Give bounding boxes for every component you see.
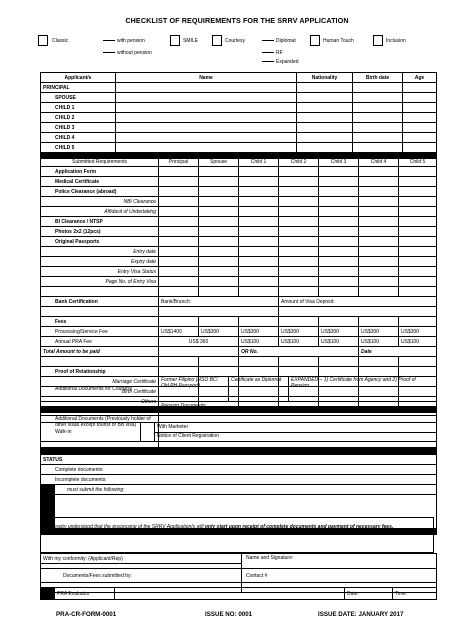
classic-checkbox[interactable] <box>38 35 48 46</box>
fees-row <box>41 317 437 327</box>
child4-header: Child 4 <box>359 157 399 167</box>
complete-row <box>41 465 437 475</box>
name-cell[interactable] <box>116 123 297 133</box>
smile-label: SMILE <box>183 38 199 44</box>
requirement-row <box>41 247 437 257</box>
age-cell[interactable] <box>403 93 437 103</box>
date-field[interactable]: Date <box>359 347 437 357</box>
classic-label: Classic <box>52 38 69 44</box>
total-amount-label: Total Amount to be paid <box>41 347 159 357</box>
requirement-row <box>41 237 437 247</box>
name-cell[interactable] <box>116 83 297 93</box>
requirement-label: Affidavit of Undertaking <box>41 207 159 217</box>
requirement-label: Bank Certification <box>41 297 159 307</box>
nationality-cell[interactable] <box>297 103 353 113</box>
applicant-row <box>41 143 437 153</box>
requirement-label: Entry date <box>41 247 159 257</box>
previously-holder-label: Additional Documents (Previously holder of other visas except tourist or BB visa) <box>41 416 159 448</box>
note-text-1: It is hereby understood that the processing of the SRRV Application/s will only start upon receipt of complete documents and payment of necessary fees. <box>42 524 394 530</box>
requirements-table <box>40 156 437 413</box>
requirement-label: Entry Visa Status <box>41 267 159 277</box>
fee-cell: US$300 <box>199 327 239 337</box>
human-touch-checkbox[interactable] <box>310 35 320 46</box>
birth-date-cell[interactable] <box>353 133 403 143</box>
fee-cell: US$100 <box>399 337 437 347</box>
requirement-row <box>41 177 437 187</box>
birth-date-cell[interactable] <box>353 143 403 153</box>
nationality-cell[interactable] <box>297 123 353 133</box>
evaluator-row <box>41 588 437 600</box>
nationality-header: Nationality <box>297 73 353 83</box>
courtesy-checkbox[interactable] <box>212 35 222 46</box>
name-signature-field[interactable]: Name and Signature: <box>242 554 437 569</box>
fee-cell: US$100 <box>319 337 359 347</box>
incomplete-row <box>41 475 437 485</box>
child2-header: Child 2 <box>279 157 319 167</box>
birth-date-cell[interactable] <box>353 103 403 113</box>
birth-date-header: Birth date <box>353 73 403 83</box>
name-cell[interactable] <box>116 113 297 123</box>
requirement-label: Police Clearance (abroad) <box>41 187 159 197</box>
page-title: CHECKLIST OF REQUIREMENTS FOR THE SRRV APPLICATION <box>125 16 349 25</box>
evaluator-table <box>40 587 437 600</box>
walk-in-table <box>40 422 437 442</box>
must-submit-row <box>41 485 437 495</box>
fee-cell: US$100 <box>239 337 279 347</box>
with-pension-row <box>41 402 437 416</box>
name-cell[interactable] <box>116 133 297 143</box>
applicant-row <box>41 113 437 123</box>
age-cell[interactable] <box>403 113 437 123</box>
fees-label: Fees <box>41 317 159 327</box>
status-header: STATUS <box>41 455 437 465</box>
nationality-cell[interactable] <box>297 143 353 153</box>
applicant-row <box>41 103 437 113</box>
fee-cell: US$300 <box>359 327 399 337</box>
additional-documents-table <box>40 376 437 454</box>
with-marketer-field[interactable]: With Marketer <box>155 423 437 433</box>
section-divider <box>41 448 437 454</box>
name-header: Name <box>116 73 297 83</box>
applicant-label: PRINCIPAL <box>41 83 116 93</box>
requirements-header-row <box>41 157 437 167</box>
pension-documents-field[interactable]: Pension Documents <box>159 402 437 416</box>
requirement-label: Photos 2x2 (12pcs) <box>41 227 159 237</box>
requirement-row <box>41 267 437 277</box>
issue-number: ISSUE NO: 0001 <box>205 611 253 618</box>
applicant-label: CHILD 2 <box>41 113 116 123</box>
courtesy-label: Courtesy <box>225 38 246 44</box>
spacer-row <box>41 307 437 317</box>
principal-header: Principal <box>159 157 199 167</box>
documents-fees-field[interactable]: Documents/Fees submitted by: <box>41 569 242 583</box>
applicant-label: CHILD 4 <box>41 133 116 143</box>
walk-in-label[interactable]: Walk-in <box>41 423 141 442</box>
age-cell[interactable] <box>403 103 437 113</box>
complete-documents-field[interactable]: Complete documents: <box>41 465 437 475</box>
nationality-cell[interactable] <box>297 113 353 123</box>
applicant-row <box>41 123 437 133</box>
requirement-label: NBI Clearance <box>41 197 159 207</box>
expanded-option[interactable]: Expanded <box>262 59 299 65</box>
status-header-row <box>41 455 437 465</box>
applicant-label: CHILD 1 <box>41 103 116 113</box>
name-cell[interactable] <box>116 103 297 113</box>
birth-date-cell[interactable] <box>353 123 403 133</box>
requirement-row <box>41 217 437 227</box>
fee-cell: US$300 <box>399 327 437 337</box>
spouse-header: Spouse <box>199 157 239 167</box>
conformity-field[interactable]: With my conformity: (Applicant/Rep) <box>41 554 242 564</box>
total-amount-field[interactable] <box>159 347 239 357</box>
requirement-label: Application Form <box>41 167 159 177</box>
requirement-label: Original Passports <box>41 237 159 247</box>
courtesy-label: Additional Documents for Courtesy <box>41 377 159 402</box>
requirement-row <box>41 227 437 237</box>
requirement-label: BI Clearance / NTSP <box>41 217 159 227</box>
issue-date: ISSUE DATE: JANUARY 2017 <box>318 611 404 618</box>
visa-deposit-field[interactable]: Amount of Visa Deposit: <box>279 297 437 307</box>
requirement-label: Marriage Certificate <box>41 377 159 387</box>
smile-checkbox[interactable] <box>170 35 180 46</box>
requirement-label: Medical Certificate <box>41 177 159 187</box>
courtesy-row <box>41 377 437 402</box>
marketer-row <box>41 423 437 433</box>
requirement-row <box>41 277 437 287</box>
rf-option[interactable]: RF <box>262 50 283 56</box>
child5-header: Child 5 <box>399 157 437 167</box>
annual-fee-row <box>41 337 437 347</box>
applicant-row <box>41 93 437 103</box>
conformity-row <box>41 554 437 564</box>
note-label: Note: <box>42 518 54 524</box>
birth-date-cell[interactable] <box>353 83 403 93</box>
age-cell[interactable] <box>403 133 437 143</box>
fee-cell: US$100 <box>279 337 319 347</box>
with-pension-label: Additional Document for With Pension <box>41 402 159 416</box>
nationality-cell[interactable] <box>297 133 353 143</box>
or-no-field[interactable]: OR No. <box>239 347 359 357</box>
contact-field[interactable]: Contact # <box>242 569 437 583</box>
requirement-row <box>41 207 437 217</box>
age-cell[interactable] <box>403 83 437 93</box>
notice-client-field[interactable]: Notice of Client Registration <box>155 432 437 442</box>
pra-evaluator-label: PRA Evaluator <box>55 588 115 600</box>
birth-date-cell[interactable] <box>353 93 403 103</box>
requirement-label: Page No. of Entry Visa <box>41 277 159 287</box>
note-text-2: In case tourist visa expires during the application period, the extension costs will be shouldered by the applicant/s. Processing of SRRV application takes 15 to 20 working days. <box>42 530 431 536</box>
applicant-row <box>41 133 437 143</box>
pra-evaluator-field[interactable] <box>115 588 345 600</box>
submitted-requirements-header: Submitted Requirements <box>41 157 159 167</box>
applicants-table <box>40 72 437 159</box>
nationality-cell[interactable] <box>297 83 353 93</box>
spacer-row <box>41 287 437 297</box>
age-header: Age <box>403 73 437 83</box>
expanded-field[interactable]: EXPANDED – 1) Certificate from Agency and 2) Proof of Pension <box>289 377 437 402</box>
fee-cell: US$300 <box>239 327 279 337</box>
form-number: PRA-CR-FORM-0001 <box>56 611 117 618</box>
bank-certification-row <box>41 297 437 307</box>
processing-fee-row <box>41 327 437 337</box>
time-field[interactable]: Time: <box>393 588 437 600</box>
inclusion-checkbox[interactable] <box>373 35 383 46</box>
fee-cell: US$ 360 <box>159 337 239 347</box>
without-pension-option[interactable]: without pension <box>103 50 152 56</box>
requirement-label: Others <box>41 397 159 407</box>
certificate-diplomat-field[interactable]: Certificate as Diplomat <box>229 377 289 402</box>
fee-cell: US$300 <box>319 327 359 337</box>
total-row <box>41 347 437 357</box>
requirement-row <box>41 167 437 177</box>
with-pension-option[interactable]: with pension <box>103 38 145 44</box>
requirement-label: Annual PRA Fee <box>41 337 159 347</box>
must-submit-label: must submit the following: <box>55 485 437 495</box>
applicants-header-row <box>41 73 437 83</box>
requirement-row <box>41 197 437 207</box>
applicant-label: SPOUSE <box>41 93 116 103</box>
former-filipino-field[interactable]: Former Filipino (NSO BC/ Old PH Passport) <box>159 377 229 402</box>
documents-fees-row <box>41 569 437 583</box>
bank-branch-field[interactable]: Bank/Branch: <box>159 297 279 307</box>
note-box <box>40 517 434 553</box>
incomplete-documents-field[interactable]: Incomplete documents: <box>41 475 437 485</box>
applicant-row <box>41 83 437 93</box>
inclusion-label: Inclusion <box>386 38 406 44</box>
applicant-label: CHILD 3 <box>41 123 116 133</box>
requirement-label: Expiry date <box>41 257 159 267</box>
requirement-label: Birth Certificate <box>41 387 159 397</box>
nationality-cell[interactable] <box>297 93 353 103</box>
date-field[interactable]: Date: <box>345 588 393 600</box>
fee-cell: US$1400 <box>159 327 199 337</box>
diplomat-option[interactable]: Diplomat <box>262 38 296 44</box>
proof-relationship-row <box>41 367 437 377</box>
age-cell[interactable] <box>403 123 437 133</box>
applicant-header: Applicant/s <box>41 73 116 83</box>
requirement-row <box>41 187 437 197</box>
requirement-label: Processing/Service Fee <box>41 327 159 337</box>
birth-date-cell[interactable] <box>353 113 403 123</box>
age-cell[interactable] <box>403 143 437 153</box>
requirement-row <box>41 257 437 267</box>
requirement-label: Proof of Relationship <box>41 367 159 377</box>
applicant-label: CHILD 5 <box>41 143 116 153</box>
fee-cell: US$100 <box>359 337 399 347</box>
fee-cell: US$300 <box>279 327 319 337</box>
child3-header: Child 3 <box>319 157 359 167</box>
name-cell[interactable] <box>116 93 297 103</box>
spacer-row <box>41 357 437 367</box>
human-touch-label: Human Touch <box>323 38 354 44</box>
child1-header: Child 1 <box>239 157 279 167</box>
name-cell[interactable] <box>116 143 297 153</box>
walk-in-checkbox[interactable] <box>141 423 155 442</box>
